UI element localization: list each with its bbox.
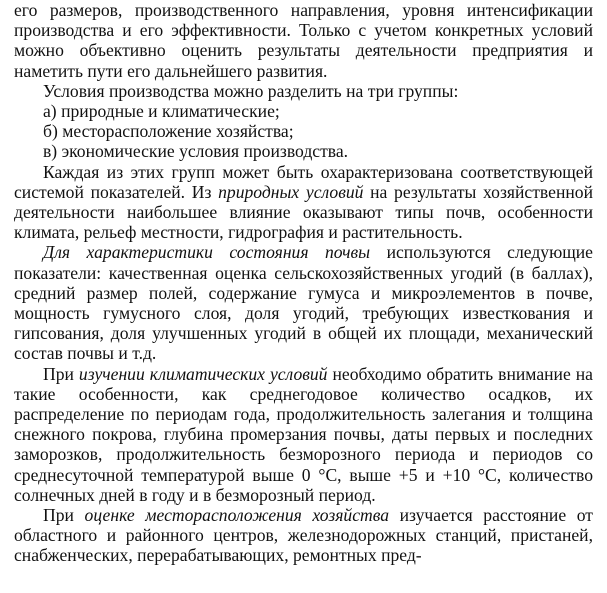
list-item bbox=[14, 121, 593, 141]
italic-term: изучении климатических условий bbox=[78, 363, 328, 384]
text-run: а) природные и климатические; bbox=[43, 101, 280, 122]
italic-term: оценке месторасположения хозяйства bbox=[84, 505, 390, 526]
text-run: изучается расстояние от областного и районного центров, железнодорожных станций, пристаней, снабженческих, перерабатывающих, ремонтных пред- bbox=[14, 505, 593, 566]
italic-term: природных условий bbox=[218, 181, 364, 202]
text-run: При bbox=[43, 363, 79, 384]
paragraph bbox=[14, 81, 593, 101]
text-run: Каждая из этих групп может быть охарактеризована соответствующей системой показателей. Из bbox=[14, 161, 593, 202]
text-run: Условия производства можно разделить на три группы: bbox=[43, 80, 459, 101]
text-run: используются следующие показатели: качественная оценка сельскохозяйственных угодий (в баллах), средний размер полей, содержание гумуса и микроэлементов в почве, мощность гумусного слоя, доля угодий, требующих известкования и гипсования, доля улучшенных угодий в общей их площади, механический состав почвы и т.д. bbox=[14, 242, 593, 364]
paragraph bbox=[14, 0, 593, 81]
paragraph bbox=[14, 505, 593, 566]
paragraph bbox=[14, 162, 593, 243]
text-run: на результаты хозяйственной деятельности наибольшее влияние оказывают типы почв, особенности климата, рельеф местности, гидрография и растительность. bbox=[14, 181, 593, 243]
text-run: б) месторасположение хозяйства; bbox=[43, 121, 294, 142]
text-run: в) экономические условия производства. bbox=[43, 141, 349, 162]
list-item bbox=[14, 101, 593, 121]
paragraph bbox=[14, 242, 593, 363]
text-run: При bbox=[43, 505, 85, 526]
text-run: необходимо обратить внимание на такие особенности, как среднегодовое количество осадков, их распределение по периодам года, продолжительность залегания и толщина снежного покрова, глубина промерзания почвы, даты первых и последних заморозков, продолжительность безморозного периода и периодов со среднесуточной температурой выше 0 °С, выше +5 и +10 °С, количество солнечных дней в году и в безморозный период. bbox=[14, 363, 593, 505]
list-item bbox=[14, 141, 593, 161]
paragraph bbox=[14, 364, 593, 505]
text-run: его размеров, производственного направления, уровня интенсификации производства и его эффективности. Только с учетом конкретных условий можно объективно оценить результаты деятельности предприятия и наметить пути его дальнейшего развития. bbox=[14, 0, 593, 81]
italic-term: Для характеристики состояния почвы bbox=[43, 242, 371, 263]
